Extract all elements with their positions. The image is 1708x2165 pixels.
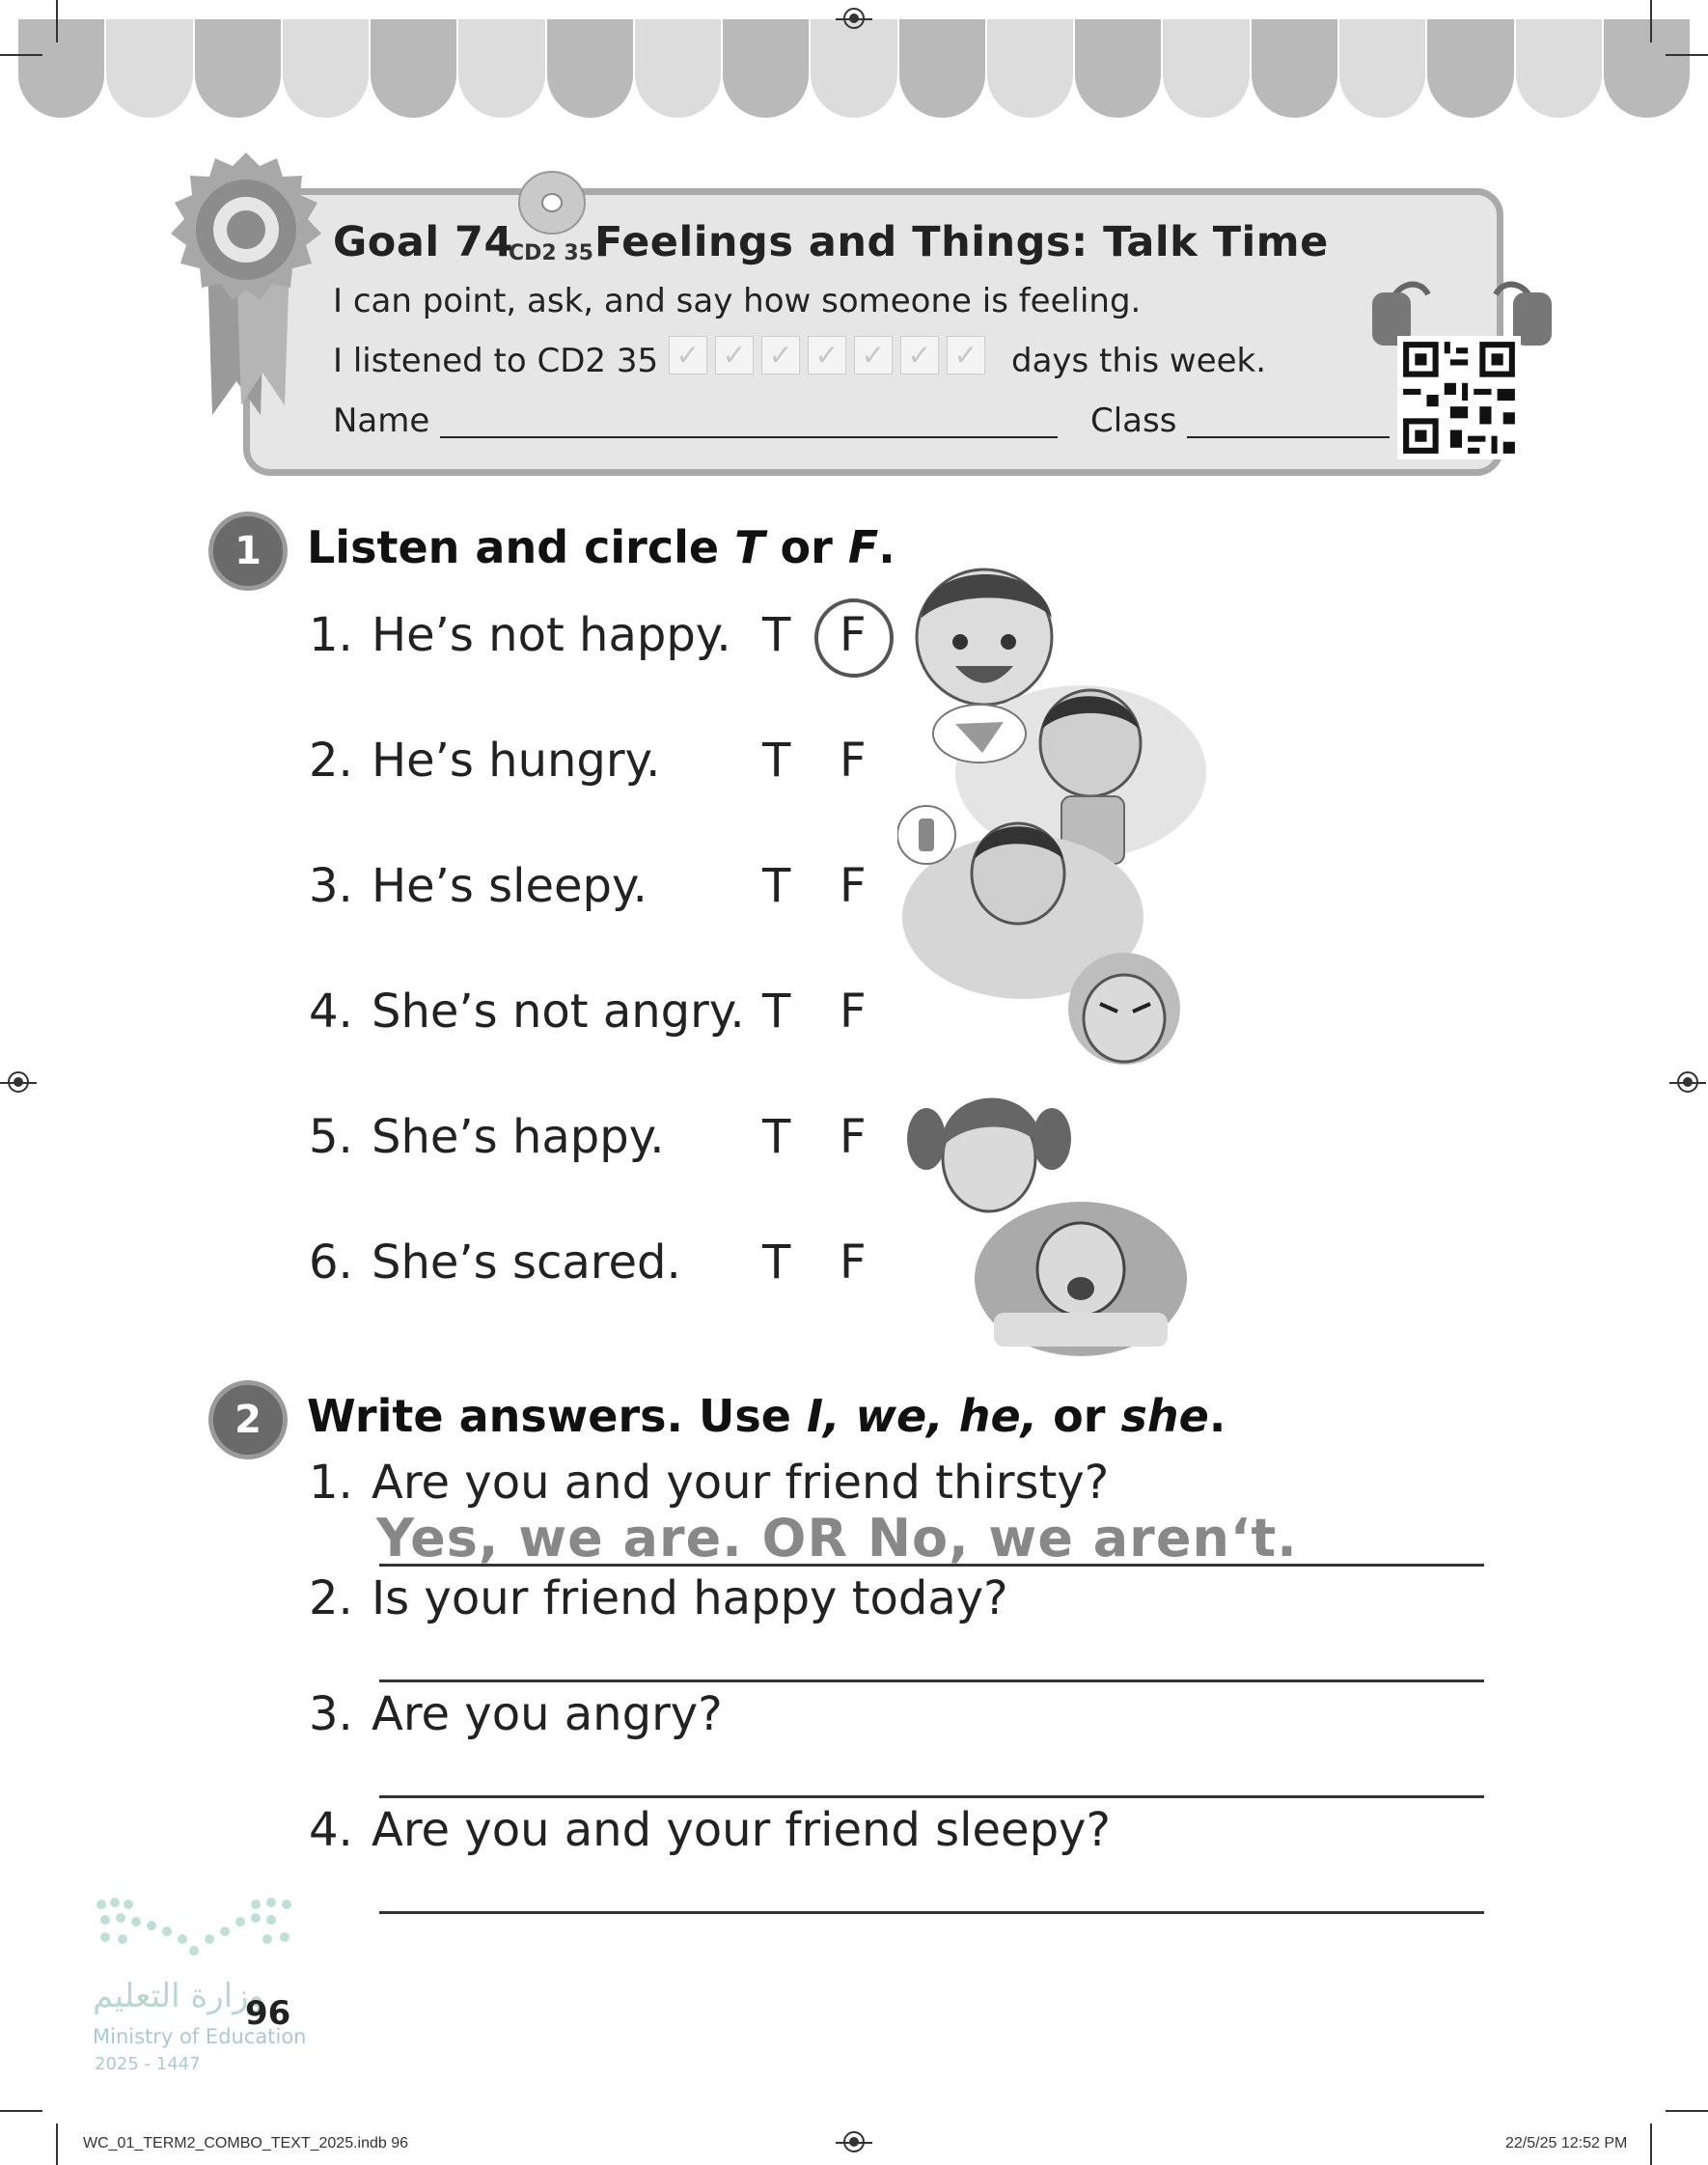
- day-checkbox[interactable]: ✓: [900, 336, 939, 375]
- false-option[interactable]: F: [840, 734, 867, 788]
- rosette-badge-icon: [164, 145, 328, 415]
- false-option[interactable]: F: [840, 1110, 867, 1164]
- day-checkbox[interactable]: ✓: [854, 336, 893, 375]
- cd-icon: [513, 164, 591, 241]
- question-4-text: She’s not angry.: [372, 985, 745, 1039]
- false-option[interactable]: F: [840, 859, 867, 913]
- ministry-year: 2025 - 1447: [95, 2054, 201, 2074]
- scared-girl-illustration: [975, 1202, 1187, 1356]
- q2-1-number: 1.: [309, 1456, 353, 1510]
- qr-code-icon[interactable]: [1397, 336, 1521, 459]
- happy-boy-illustration: [917, 569, 1052, 705]
- question-3-number: 3.: [309, 859, 353, 913]
- question-6-number: 6.: [309, 1235, 353, 1290]
- q2-3-text: Are you angry?: [372, 1687, 723, 1741]
- goal-number: Goal 74: [333, 218, 513, 266]
- section2-instruction: Write answers. Use I, we, he, or she.: [307, 1390, 1226, 1442]
- q2-4-text: Are you and your friend sleepy?: [372, 1803, 1111, 1857]
- listened-suffix: days this week.: [1011, 342, 1267, 380]
- section1-instruction: Listen and circle T or F.: [307, 521, 895, 573]
- day-checkbox[interactable]: ✓: [669, 336, 707, 375]
- registration-mark-icon: [8, 1071, 29, 1093]
- question-5-number: 5.: [309, 1110, 353, 1164]
- listened-label: I listened to CD2 35: [333, 342, 659, 380]
- crop-mark: [0, 2110, 42, 2112]
- true-option[interactable]: T: [762, 608, 791, 662]
- ministry-arabic-name: وزارة التعليم: [93, 1977, 264, 2015]
- false-option[interactable]: F: [840, 608, 867, 662]
- true-option[interactable]: T: [762, 734, 791, 788]
- true-option[interactable]: T: [762, 859, 791, 913]
- question-1-text: He’s not happy.: [372, 608, 731, 662]
- question-1-number: 1.: [309, 608, 353, 662]
- question-3-text: He’s sleepy.: [372, 859, 647, 913]
- answer-line-4[interactable]: [379, 1911, 1484, 1914]
- can-do-statement: I can point, ask, and say how someone is feeling.: [333, 282, 1142, 320]
- print-timestamp: 22/5/25 12:52 PM: [1505, 2135, 1628, 2151]
- day-checkbox[interactable]: ✓: [808, 336, 846, 375]
- crop-mark: [1666, 2110, 1708, 2112]
- answer-line-1[interactable]: [379, 1564, 1484, 1567]
- true-option[interactable]: T: [762, 985, 791, 1039]
- registration-mark-icon: [1677, 1071, 1698, 1093]
- crop-mark: [0, 54, 42, 56]
- q2-2-text: Is your friend happy today?: [372, 1571, 1008, 1625]
- answer-line-3[interactable]: [379, 1795, 1484, 1798]
- crop-mark: [56, 0, 58, 42]
- q2-1-text: Are you and your friend thirsty?: [372, 1456, 1110, 1510]
- angry-girl-illustration: [1068, 953, 1180, 1065]
- class-field[interactable]: [1187, 436, 1390, 438]
- page-number: 96: [245, 1994, 291, 2033]
- sample-answer: Yes, we are. OR No, we aren‘t.: [376, 1508, 1298, 1568]
- ministry-logo-icon: [93, 1892, 305, 1969]
- true-option[interactable]: T: [762, 1235, 791, 1290]
- question-4-number: 4.: [309, 985, 353, 1039]
- section-number-2: 2: [208, 1380, 288, 1459]
- question-2-number: 2.: [309, 734, 353, 788]
- q2-4-number: 4.: [309, 1803, 353, 1857]
- class-label: Class: [1090, 402, 1177, 440]
- question-5-text: She’s happy.: [372, 1110, 665, 1164]
- question-2-text: He’s hungry.: [372, 734, 661, 788]
- day-checkbox[interactable]: ✓: [715, 336, 754, 375]
- feelings-illustrations: [897, 541, 1206, 1361]
- registration-mark-icon: [843, 2131, 865, 2152]
- crop-mark: [1650, 2123, 1652, 2165]
- false-option[interactable]: F: [840, 1235, 867, 1290]
- goal-title: Feelings and Things: Talk Time: [594, 218, 1329, 266]
- ministry-english-name: Ministry of Education: [93, 2025, 307, 2048]
- true-option[interactable]: T: [762, 1110, 791, 1164]
- answer-line-2[interactable]: [379, 1679, 1484, 1682]
- listening-checkboxes: [669, 336, 993, 375]
- day-checkbox[interactable]: ✓: [947, 336, 985, 375]
- cd-track-label: CD2 35: [509, 241, 593, 265]
- crop-mark: [1666, 54, 1708, 56]
- crop-mark: [56, 2123, 58, 2165]
- question-6-text: She’s scared.: [372, 1235, 681, 1290]
- hungry-boy-illustration: [933, 685, 1206, 864]
- name-field[interactable]: [440, 436, 1058, 438]
- registration-mark-icon: [843, 8, 865, 29]
- q2-2-number: 2.: [309, 1571, 353, 1625]
- sad-girl-illustration: [907, 1098, 1071, 1212]
- crop-mark: [1650, 0, 1652, 42]
- file-slug: WC_01_TERM2_COMBO_TEXT_2025.indb 96: [83, 2135, 409, 2151]
- section-number-1: 1: [208, 512, 288, 591]
- false-option[interactable]: F: [840, 985, 867, 1039]
- name-label: Name: [333, 402, 430, 440]
- q2-3-number: 3.: [309, 1687, 353, 1741]
- day-checkbox[interactable]: ✓: [761, 336, 800, 375]
- scalloped-banner: [17, 19, 1691, 118]
